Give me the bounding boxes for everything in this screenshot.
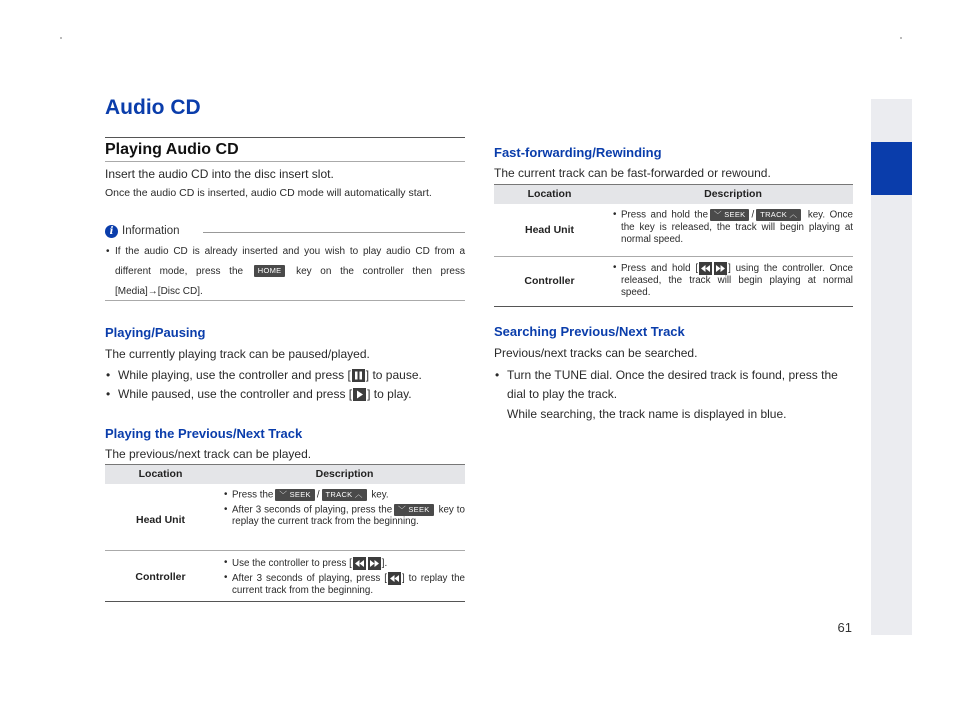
information-label: Information	[122, 225, 180, 237]
list-item: • After 3 seconds of playing, press the ﹀ SEEK key to replay the current track from the beginning.	[224, 504, 465, 529]
pause-icon	[352, 369, 365, 382]
table-row-location: Head Unit	[524, 224, 574, 236]
ff-rw-table	[494, 184, 853, 309]
prev-next-desc: The previous/next track can be played.	[105, 447, 312, 461]
section-rule-top	[105, 137, 465, 138]
searching-desc: Previous/next tracks can be searched.	[494, 346, 698, 360]
list-item: • While paused, use the controller and press [ ] to play.	[106, 387, 412, 401]
prev-track-icon	[353, 557, 366, 570]
list-item: • Use the controller to press [ ].	[224, 557, 465, 570]
prev-track-icon	[699, 262, 712, 275]
page-number: 61	[837, 620, 852, 635]
page-title: Audio CD	[105, 96, 201, 119]
ff-rw-desc: The current track can be fast-forwarded or rewound.	[494, 166, 771, 180]
row-separator	[494, 256, 853, 257]
next-track-icon	[714, 262, 727, 275]
list-item: • Press the ﹀ SEEK / TRACK ︿ key.	[224, 489, 465, 502]
play-icon	[353, 388, 366, 401]
seek-key: ﹀ SEEK	[710, 209, 749, 221]
chevron-down-icon: ﹀	[714, 210, 722, 219]
col-description: Description	[315, 468, 374, 480]
table-row-description	[224, 489, 465, 530]
intro-text-2: Once the audio CD is inserted, audio CD mode will automatically start.	[105, 187, 432, 199]
chevron-up-icon: ︿	[789, 210, 798, 219]
searching-note: While searching, the track name is displayed in blue.	[507, 407, 787, 421]
list-item: • Press and hold [ ] using the controller. Once released, the track will begin playing at normal speed.	[613, 262, 853, 299]
table-row-location: Controller	[135, 571, 186, 583]
table-row-description	[613, 262, 853, 301]
crop-mark	[60, 37, 62, 39]
table-row-description	[224, 557, 465, 599]
bullet: •	[106, 246, 110, 257]
ff-rw-heading: Fast-forwarding/Rewinding	[494, 145, 662, 160]
row-separator	[105, 550, 465, 551]
information-rule	[203, 232, 465, 233]
chevron-up-icon: ︿	[354, 490, 363, 499]
seek-key: ﹀ SEEK	[275, 489, 314, 501]
section-heading: Playing Audio CD	[105, 141, 239, 158]
col-location: Location	[527, 188, 572, 200]
col-description: Description	[704, 188, 762, 200]
table-row-location: Controller	[524, 275, 575, 287]
list-item: • Press and hold the ﹀ SEEK / TRACK ︿ key. Once the key is released, the track will begin playing at normal speed.	[613, 209, 853, 246]
list-item: • While playing, use the controller and press [ ] to pause.	[106, 368, 422, 382]
chevron-down-icon: ﹀	[398, 504, 406, 514]
table-header	[494, 184, 853, 204]
track-key: TRACK ︿	[322, 489, 367, 501]
track-key: TRACK ︿	[756, 209, 801, 221]
playing-pausing-desc: The currently playing track can be paused/played.	[105, 347, 370, 361]
crop-mark	[900, 37, 902, 39]
information-rule-end	[105, 300, 465, 301]
list-item: • Turn the TUNE dial. Once the desired track is found, press the dial to play the track.	[495, 368, 838, 401]
table-end-rule	[494, 306, 853, 307]
prev-next-heading: Playing the Previous/Next Track	[105, 426, 303, 441]
seek-key: ﹀ SEEK	[394, 504, 433, 516]
table-end-rule	[105, 601, 465, 602]
info-icon: i	[105, 225, 118, 238]
table-row-location: Head Unit	[135, 514, 185, 526]
home-key: HOME	[254, 265, 286, 277]
information-header	[105, 225, 465, 239]
col-location: Location	[138, 468, 183, 480]
next-track-icon	[368, 557, 381, 570]
chevron-down-icon: ﹀	[279, 490, 288, 499]
prev-next-table	[105, 464, 465, 604]
section-rule-bottom	[105, 161, 465, 162]
intro-text-1: Insert the audio CD into the disc insert slot.	[105, 167, 334, 181]
searching-heading: Searching Previous/Next Track	[494, 324, 685, 339]
table-row-description	[613, 209, 853, 248]
list-item: • After 3 seconds of playing, press [ ] to replay the current track from the beginning.	[224, 572, 465, 597]
playing-pausing-heading: Playing/Pausing	[105, 325, 206, 340]
prev-track-icon	[388, 572, 401, 585]
table-header	[105, 464, 465, 484]
information-text: If the audio CD is already inserted and you wish to play audio CD from a different mode, press the HOME key on the controller then press [Media]→[Disc CD].	[115, 246, 465, 297]
information-body	[105, 242, 465, 302]
chapter-tab	[871, 142, 912, 195]
